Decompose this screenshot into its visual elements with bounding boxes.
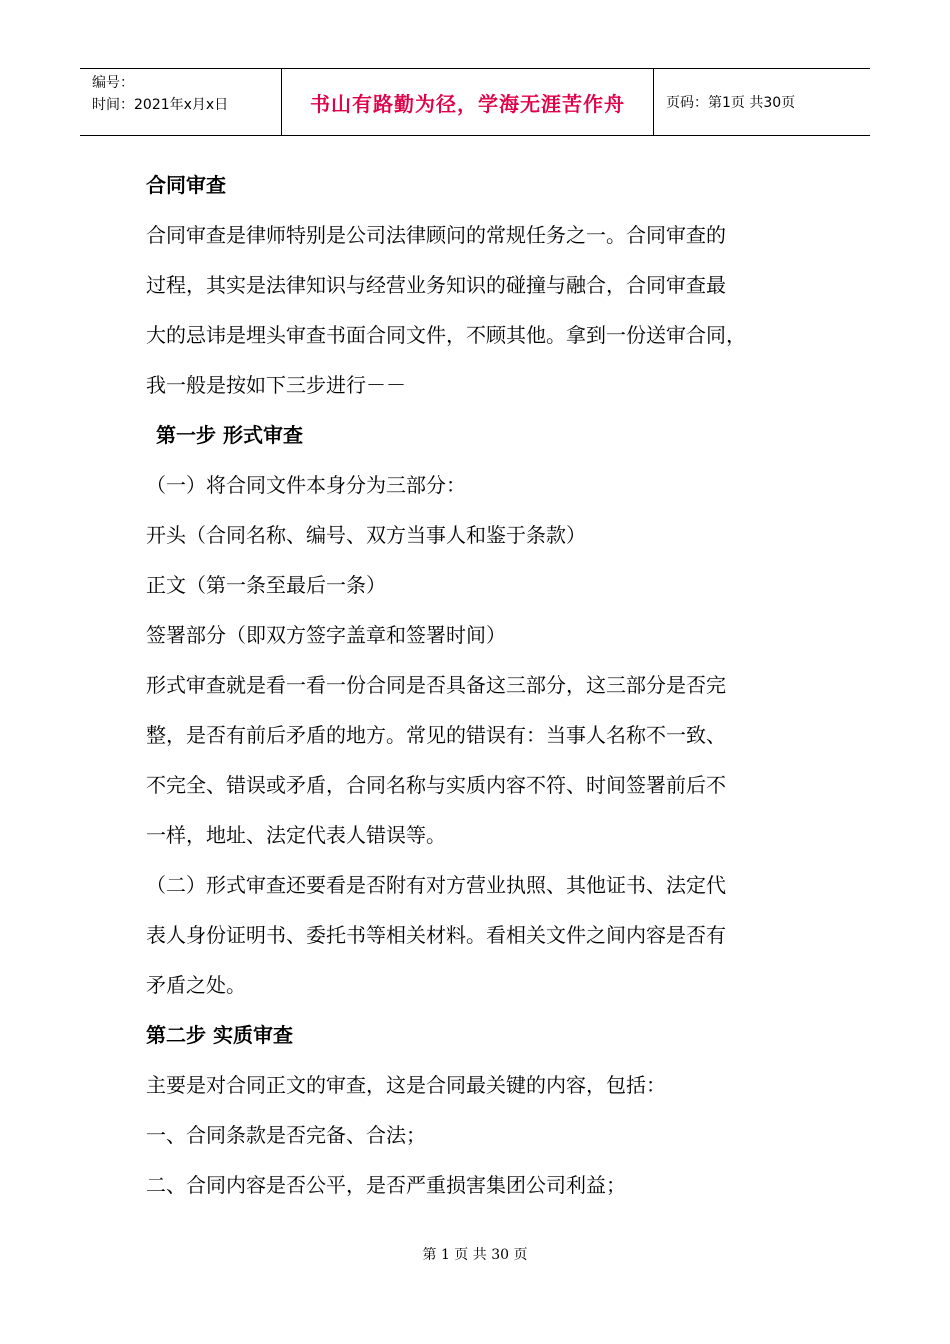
header-motto-cell — [282, 69, 654, 135]
page-header — [80, 68, 870, 136]
paragraph-line: 二、合同内容是否公平，是否严重损害集团公司利益； — [146, 1173, 626, 1197]
paragraph-line: 一样，地址、法定代表人错误等。 — [146, 823, 446, 847]
paragraph-line: 整，是否有前后矛盾的地方。常见的错误有：当事人名称不一致、 — [146, 723, 726, 747]
header-meta — [80, 69, 282, 135]
paragraph-line: 形式审查就是看一看一份合同是否具备这三部分，这三部分是否完 — [146, 673, 726, 697]
header-motto: 书山有路勤为径，学海无涯苦作舟 — [310, 91, 625, 116]
document-body — [146, 160, 836, 1210]
paragraph-line: 主要是对合同正文的审查，这是合同最关键的内容，包括： — [146, 1073, 666, 1097]
paragraph-line: 矛盾之处。 — [146, 973, 246, 997]
paragraph-line: （二）形式审查还要看是否附有对方营业执照、其他证书、法定代 — [146, 873, 726, 897]
paragraph-line: 不完全、错误或矛盾，合同名称与实质内容不符、时间签署前后不 — [146, 773, 726, 797]
time-label: 时间：2021年x月x日 — [92, 97, 229, 113]
section-heading-step-two: 第二步 实质审查 — [146, 1023, 293, 1047]
paragraph-line: 一、合同条款是否完备、合法； — [146, 1123, 426, 1147]
section-heading-step-one: 第一步 形式审查 — [156, 423, 303, 447]
paragraph-line: 签署部分（即双方签字盖章和签署时间） — [146, 623, 506, 647]
paragraph-line: （一）将合同文件本身分为三部分： — [146, 473, 466, 497]
header-page-info: 页码：第1页 共30页 — [666, 95, 796, 111]
paragraph-line: 合同审查是律师特别是公司法律顾问的常规任务之一。合同审查的 — [146, 223, 726, 247]
paragraph-line: 表人身份证明书、委托书等相关材料。看相关文件之间内容是否有 — [146, 923, 726, 947]
document-title: 合同审查 — [146, 173, 226, 197]
number-label: 编号： — [92, 75, 134, 91]
paragraph-line: 开头（合同名称、编号、双方当事人和鉴于条款） — [146, 523, 586, 547]
paragraph-line: 我一般是按如下三步进行－－ — [146, 373, 406, 397]
page-footer: 第 1 页 共 30 页 — [422, 1247, 528, 1263]
paragraph-line: 正文（第一条至最后一条） — [146, 573, 386, 597]
paragraph-line: 大的忌讳是埋头审查书面合同文件，不顾其他。拿到一份送审合同， — [146, 323, 746, 347]
paragraph-line: 过程，其实是法律知识与经营业务知识的碰撞与融合，合同审查最 — [146, 273, 726, 297]
